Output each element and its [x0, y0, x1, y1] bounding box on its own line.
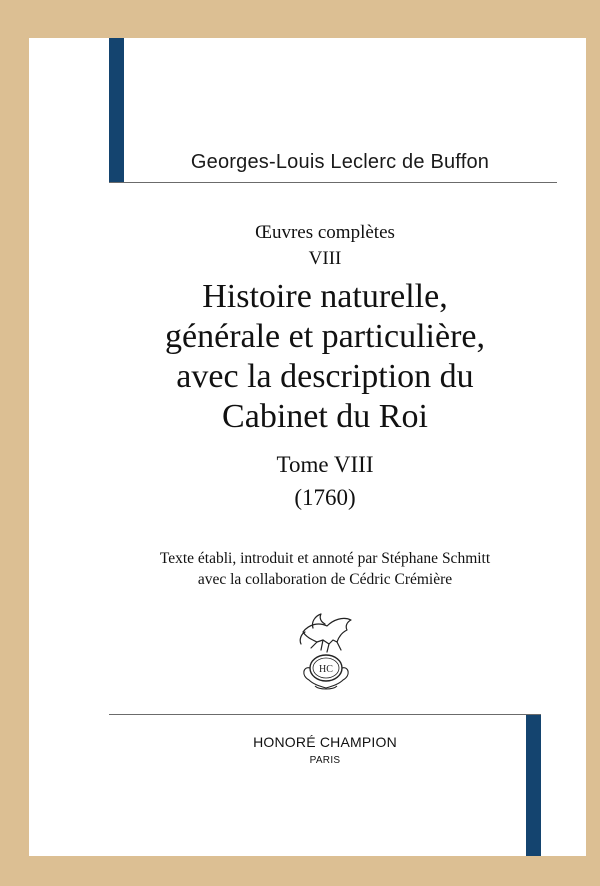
title-line: avec la description du: [176, 358, 474, 395]
divider-top: [109, 182, 557, 183]
book-title: [109, 277, 541, 437]
author-name: Georges-Louis Leclerc de Buffon: [190, 151, 490, 173]
series-title: Œuvres complètes: [255, 222, 395, 243]
publisher-name: HONORÉ CHAMPION: [253, 734, 397, 750]
volume-number: VIII: [308, 248, 342, 269]
tome-label: Tome VIII: [276, 452, 374, 477]
title-line: générale et particulière,: [165, 318, 485, 355]
editor-credits: [109, 548, 541, 590]
accent-bar-top: [109, 38, 124, 182]
title-line: Histoire naturelle,: [202, 278, 448, 315]
divider-bottom: [109, 714, 541, 715]
title-line: Cabinet du Roi: [222, 398, 428, 435]
pegasus-hc-emblem-icon: [293, 610, 359, 694]
credit-line: Texte établi, introduit et annoté par Stéphane Schmitt: [159, 550, 491, 567]
publication-year: (1760): [294, 485, 356, 510]
emblem-monogram: HC: [319, 664, 333, 675]
publisher-city: PARIS: [309, 755, 341, 766]
credit-line: avec la collaboration de Cédric Crémière: [197, 571, 453, 588]
